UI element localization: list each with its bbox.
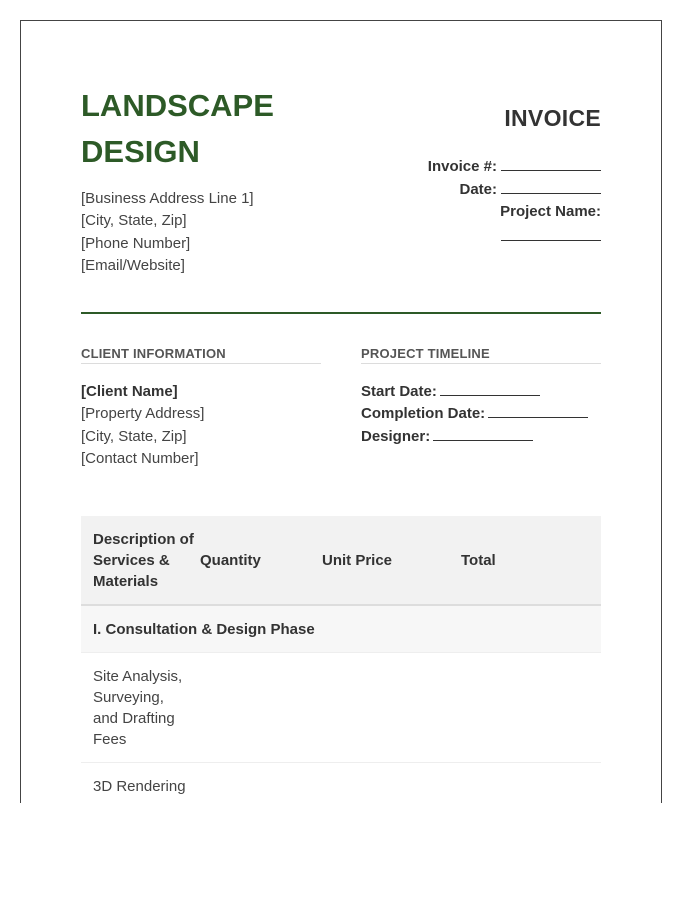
- timeline-details: [361, 381, 601, 448]
- invoice-meta: [428, 156, 601, 248]
- start-date-label: Start Date:: [361, 383, 437, 400]
- table-row: [81, 653, 601, 763]
- header-description: Description of Services & Materials: [93, 530, 194, 590]
- invoice-date-label: Date:: [459, 180, 497, 198]
- address-line: [Phone Number]: [81, 234, 191, 252]
- address-line: [City, State, Zip]: [81, 212, 187, 230]
- header-total: Total: [461, 551, 496, 569]
- client-section-title: CLIENT INFORMATION: [81, 346, 321, 364]
- timeline-section-title: PROJECT TIMELINE: [361, 346, 601, 364]
- item-description: Site Analysis, Surveying, and Drafting Fees: [93, 668, 183, 748]
- start-date-field[interactable]: [440, 381, 540, 396]
- invoice-number-label: Invoice #:: [427, 158, 497, 175]
- business-address: [81, 188, 254, 277]
- project-name-label: Project Name:: [500, 203, 601, 221]
- client-line: [Property Address]: [81, 405, 205, 423]
- completion-date-label: Completion Date:: [361, 405, 486, 423]
- invoice-page: [20, 20, 662, 803]
- client-details: [81, 381, 321, 471]
- designer-field[interactable]: [433, 426, 533, 441]
- project-timeline: [361, 346, 601, 448]
- header-unit-price: Unit Price: [322, 551, 393, 569]
- designer-label: Designer:: [361, 427, 431, 445]
- table-header: [81, 516, 601, 606]
- invoice-date-field[interactable]: [501, 179, 601, 194]
- project-name-field[interactable]: [501, 224, 601, 241]
- invoice-date-row: [428, 179, 601, 202]
- completion-date-field[interactable]: [488, 403, 588, 418]
- client-line: [City, State, Zip]: [81, 427, 187, 445]
- invoice-number-row: [428, 156, 601, 179]
- invoice-title: INVOICE: [504, 105, 601, 131]
- table-row: [81, 763, 601, 803]
- start-date-row: [361, 381, 601, 403]
- designer-row: [361, 426, 601, 448]
- group-row: I. Consultation & Design Phase: [81, 606, 601, 653]
- client-name: [Client Name]: [81, 383, 178, 400]
- header-divider: [81, 312, 601, 314]
- invoice-number-field[interactable]: [501, 156, 601, 171]
- client-information: [81, 346, 321, 471]
- address-line: [Business Address Line 1]: [81, 190, 254, 207]
- project-name-row: [428, 224, 601, 249]
- item-description: 3D Rendering: [93, 778, 186, 795]
- services-table: [81, 516, 601, 803]
- company-name: LANDSCAPE DESIGN: [81, 88, 274, 169]
- address-line: [Email/Website]: [81, 256, 185, 274]
- completion-date-row: [361, 403, 601, 425]
- client-line: [Contact Number]: [81, 450, 199, 468]
- header-quantity: Quantity: [200, 551, 261, 569]
